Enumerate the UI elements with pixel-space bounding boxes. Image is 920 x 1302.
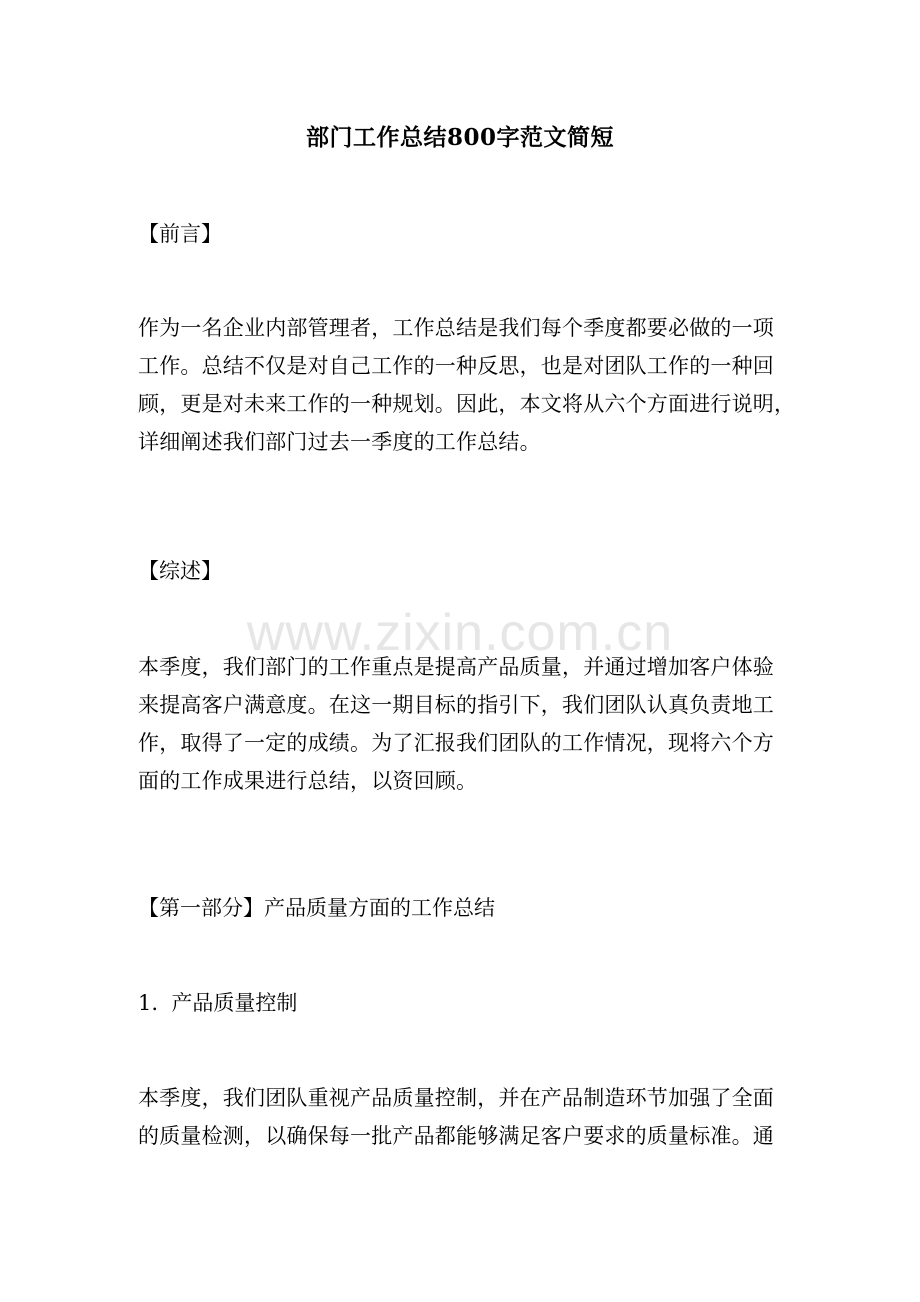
- paragraph-line: 来提高客户满意度。在这一期目标的指引下，我们团队认真负责地工: [138, 693, 774, 717]
- paragraph-line: 作为一名企业内部管理者，工作总结是我们每个季度都要必做的一项: [138, 316, 774, 340]
- paragraph-line: 的质量检测，以确保每一批产品都能够满足客户要求的质量标准。通: [138, 1124, 774, 1148]
- paragraph-line: 顾，更是对未来工作的一种规划。因此，本文将从六个方面进行说明，: [138, 392, 796, 416]
- watermark: www.zixin.com.cn: [246, 604, 674, 662]
- paragraph-overview: [138, 648, 784, 800]
- paragraph-line: 本季度，我们团队重视产品质量控制，并在产品制造环节加强了全面: [138, 1086, 774, 1110]
- paragraph-line: 作，取得了一定的成绩。为了汇报我们团队的工作情况，现将六个方: [138, 731, 774, 755]
- section-heading-overview: 【综述】: [138, 559, 222, 583]
- paragraph-quality-control: [138, 1079, 784, 1155]
- item-heading-quality-control: 1. 产品质量控制: [138, 991, 298, 1015]
- document-title: 部门工作总结800字范文简短: [305, 124, 614, 151]
- section-heading-preface: 【前言】: [138, 222, 222, 246]
- paragraph-line: 工作。总结不仅是对自己工作的一种反思，也是对团队工作的一种回: [138, 354, 774, 378]
- paragraph-line: 本季度，我们部门的工作重点是提高产品质量，并通过增加客户体验: [138, 655, 774, 679]
- paragraph-line: 面的工作成果进行总结，以资回顾。: [138, 769, 478, 793]
- section-heading-part1: 【第一部分】产品质量方面的工作总结: [138, 896, 495, 920]
- paragraph-preface: [138, 309, 796, 461]
- paragraph-line: 详细阐述我们部门过去一季度的工作总结。: [138, 430, 541, 454]
